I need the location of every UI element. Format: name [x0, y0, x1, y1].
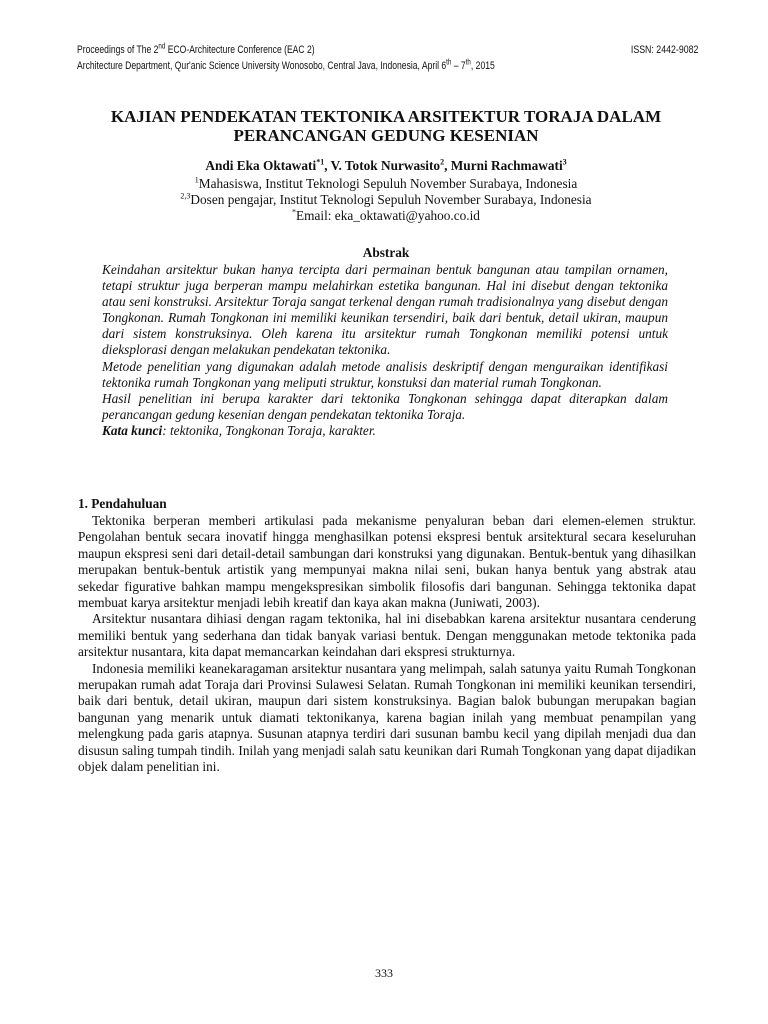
section-heading: 1. Pendahuluan [78, 496, 167, 511]
paper-title [80, 107, 692, 145]
keywords-list: : tektonika, Tongkonan Toraja, karakter. [162, 422, 376, 438]
section-body [78, 513, 696, 776]
body-paragraph-1: Tektonika berperan memberi artikulasi pada mekanisme penyaluran beban dari elemen-elemen struktur. Pengolahan bentuk secara inovatif hingga menghasilkan potensi ekspresi bentuk arsitektural secara keseluruhan maupun ekspresi seni dari detail-detail sambungan dari konstruksi yang digunakan. Bentuk-bentuk yang dihasilkan merupakan bentuk-bentuk artistik yang mempunyai makna nilai seni, bukan hanya bentuk yang abstrak atau sekedar figurative bahkan mampu mengekspresikan simbolik filosofis dari bangunan. Sehingga tektonika dapat membuat karya arsitektur menjadi lebih kreatif dan kaya akan makna (Juniwati, 2003). [78, 513, 696, 611]
body-paragraph-2: Arsitektur nusantara dihiasi dengan ragam tektonika, hal ini disebabkan karena arsitektur nusantara cenderung memiliki bentuk yang sederhana dan tidak banyak variasi bentuk. Dengan menggunakan metode tektonika pada arsitektur nusantara, kita dapat memancarkan keindahan dari ekspresi strukturnya. [78, 611, 696, 660]
abstract-heading: Abstrak [362, 245, 410, 260]
abstract-paragraph-3: Hasil penelitian ini berupa karakter dari tektonika Tongkonan sehingga dapat diterapkan dalam perancangan gedung kesenian dengan pendekatan tektonika Toraja. [102, 390, 668, 422]
header-issn: ISSN: 2442-9082 [630, 44, 698, 56]
abstract-body [102, 262, 668, 439]
keywords-label: Kata kunci [102, 422, 163, 438]
body-paragraph-3: Indonesia memiliki keanekaragaman arsitektur nusantara yang melimpah, salah satunya yaitu Rumah Tongkonan merupakan rumah adat Toraja dari Provinsi Sulawesi Selatan. Rumah Tongkonan ini memiliki keunikan tersendiri, baik dari bentuk, detail ukiran, maupun dari sistem konstruksinya. Bagian balok bubungan merupakan bagian bangunan yang menarik untuk diamati tektonikanya, karena bagian inilah yang membuat penampilan yang melengkung pada garis atapnya. Susunan atapnya terdiri dari susunan bambu kecil yang dipilah menjadi dua dan disusun saling tumpah tindih. Inilah yang menjadi salah satu keunikan dari Rumah Tongkonan yang dapat dijadikan objek dalam penelitian ini. [78, 660, 696, 775]
abstract-paragraph-2: Metode penelitian yang digunakan adalah metode analisis deskriptif dengan menguraikan identifikasi tektonika rumah Tongkonan yang meliputi struktur, konstuksi dan material rumah Tongkonan. [102, 358, 668, 390]
affiliation-1: $^1$Mahasiswa, Institut Teknologi Sepuluh November Surabaya, Indonesia [194, 175, 578, 191]
abstract-paragraph-1: Keindahan arsitektur bukan hanya tercipta dari permainan bentuk bangunan atau tampilan ornamen, tetapi struktur juga berperan mampu melahirkan estetika bangunan. Hal ini disebut dengan tektonika atau seni konstruksi. Arsitektur Toraja sangat terkenal dengan rumah tradisionalnya yang disebut dengan Tongkonan. Rumah Tongkonan ini memiliki keunikan tersendiri, baik dari bentuk, detail ukiran, maupun dari sistem konstruksinya. Oleh karena itu arsitektur rumah Tongkonan memiliki potensi untuk dieksplorasi dengan melakukan pendekatan tektonika. [102, 262, 668, 358]
authors: Andi Eka Oktawati$^{*1}$, V. Totok Nurwasito$^2$, Murni Rachmawati$^3$ [205, 157, 567, 173]
title-line-1: KAJIAN PENDEKATAN TEKTONIKA ARSITEKTUR TORAJA DALAM [110, 107, 662, 126]
header-proceedings: Proceedings of The 2nd ECO-Architecture Conference (EAC 2) [77, 41, 315, 56]
keywords [102, 423, 668, 439]
title-line-2: PERANCANGAN GEDUNG KESENIAN [233, 126, 539, 145]
header-affiliation: Architecture Department, Qur'anic Science University Wonosobo, Central Java, Indonesia, April 6th – 7th, 2015 [77, 57, 495, 72]
affiliation-2: $^{2,3}$Dosen pengajar, Institut Teknologi Sepuluh November Surabaya, Indonesia [180, 191, 592, 207]
email: *Email: eka_oktawati@yahoo.co.id [292, 207, 480, 223]
page-number: 333 [375, 966, 393, 980]
